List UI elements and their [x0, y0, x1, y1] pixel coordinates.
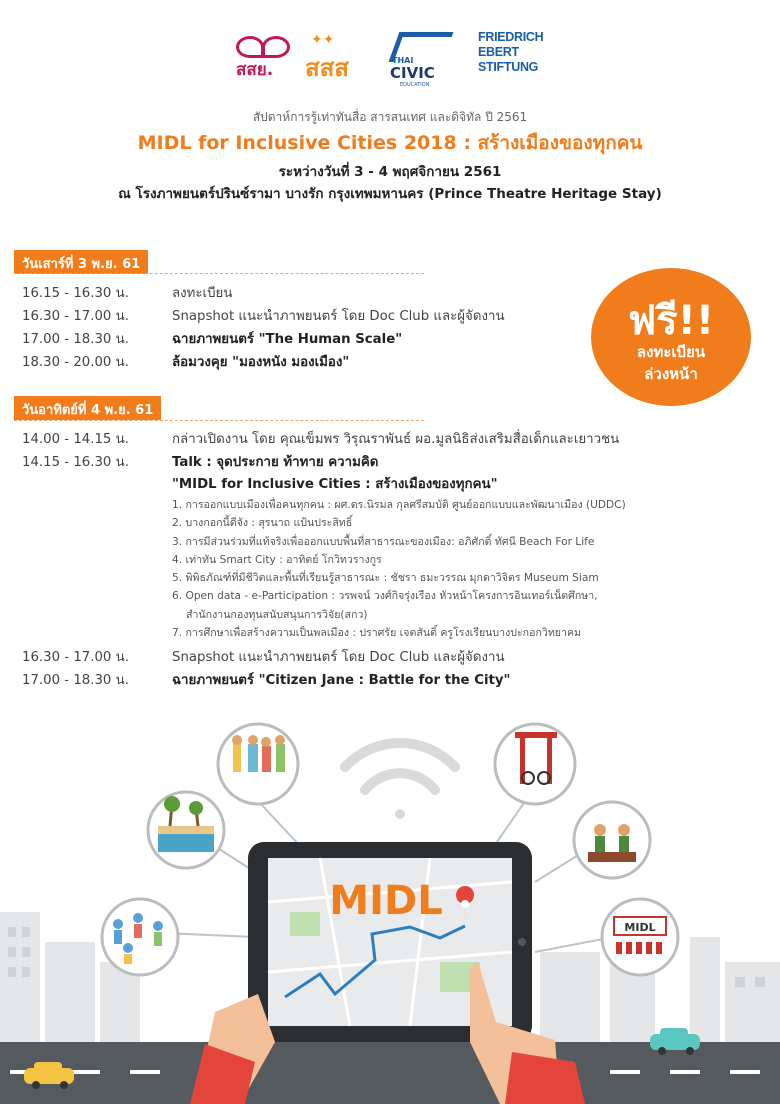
list-item: 5. พิพิธภัณฑ์ที่มีชีวิตและพื้นที่เรียนรู้สาธารณะ : ชัชรา ธมะวรรณ มุกดาวิจิตร Museum Siam — [172, 572, 599, 585]
wifi-icon — [345, 743, 455, 819]
row-time: 14.00 - 14.15 น. — [22, 432, 129, 447]
row-activity: ลงทะเบียน — [172, 286, 233, 301]
thai-civic-logo — [386, 30, 464, 86]
row-activity: Snapshot แนะนำภาพยนตร์ โดย Doc Club และผู้จัดงาน — [172, 650, 505, 665]
talk-speaker-list — [172, 496, 772, 642]
ssy-logo-text: สสย. — [236, 60, 274, 80]
schedule-row — [22, 451, 378, 472]
wing-right-icon — [262, 36, 290, 58]
fes-logo — [478, 30, 568, 86]
list-item: 1. การออกแบบเมืองเพื่อคนทุกคน : ผศ.ดร.นิรมล กุลศรีสมบัติ ศูนย์ออกแบบและพัฒนาเมือง (UDDC) — [172, 499, 626, 511]
midl-sign-text: MIDL — [624, 921, 656, 934]
ssy-logo — [232, 30, 294, 86]
schedule-row — [22, 351, 349, 372]
list-item: 4. เท่าทัน Smart City : อาทิตย์ โกวิทวรางกูร — [172, 553, 382, 566]
tablet-midl-text: MIDL — [329, 878, 443, 924]
sss-logo — [305, 30, 373, 86]
event-dates: ระหว่างวันที่ 3 - 4 พฤศจิกายน 2561 — [278, 164, 502, 180]
midl-sign-circle-icon — [602, 899, 678, 975]
page-title: MIDL for Inclusive Cities 2018 : สร้างเมืองของทุกคน — [137, 132, 643, 154]
day2-divider — [14, 420, 424, 421]
row-activity: ฉายภาพยนตร์ "Citizen Jane : Battle for the City" — [172, 673, 511, 688]
schedule-row — [22, 282, 232, 303]
list-item: 7. การศึกษาเพื่อสร้างความเป็นพลเมือง : ปราศรัย เจตสันติ์ ครูโรงเรียนบางปะกอกวิทยาคม — [172, 627, 582, 640]
schedule-row — [22, 669, 510, 690]
row-activity: กล่าวเปิดงาน โดย คุณเข็มพร วิรุณราพันธ์ ผอ.มูลนิธิส่งเสริมสื่อเด็กและเยาวชน — [172, 432, 620, 447]
badge-line-3: ล่วงหน้า — [644, 365, 698, 383]
civic-top-text: THAI — [392, 56, 414, 65]
wing-left-icon — [236, 36, 264, 58]
row-time: 17.00 - 18.30 น. — [22, 673, 129, 688]
row-time: 17.00 - 18.30 น. — [22, 332, 129, 347]
list-item: 6. Open data - e-Participation : วรพจน์ วงศ์กิจรุ่งเรือง หัวหน้าโครงการอินเทอร์เน็ตศึกษา, — [172, 590, 598, 603]
badge-free-text: ฟรี!! — [627, 298, 715, 344]
row-time: 14.15 - 16.30 น. — [22, 455, 129, 470]
civic-main-text: CIVIC — [390, 64, 435, 82]
sss-logo-text: สสส — [305, 54, 349, 82]
civic-sub-text: EDUCATION — [400, 82, 430, 88]
list-item: สำนักงานกองทุนสนับสนุนการวิจัย(สกว) — [186, 608, 368, 621]
schedule-row — [22, 305, 505, 326]
fes-line-3: STIFTUNG — [478, 60, 539, 74]
city-illustration — [0, 712, 780, 1104]
row-time: 16.30 - 17.00 น. — [22, 309, 129, 324]
schedule-row — [22, 328, 402, 349]
row-activity: ฉายภาพยนตร์ "The Human Scale" — [172, 332, 403, 347]
free-registration-badge — [591, 268, 751, 406]
students-circle-icon — [574, 802, 650, 878]
schedule-row — [22, 646, 505, 667]
badge-line-2: ลงทะเบียน — [636, 343, 706, 361]
schedule-row — [22, 428, 619, 449]
list-item: 2. บางกอกนี้ดีจัง : สุรนาถ แป้นประสิทธิ์ — [172, 517, 353, 530]
fes-line-1: FRIEDRICH — [478, 30, 544, 44]
organizer-line: สัปดาห์การรู้เท่าทันสื่อ สารสนเทศ และดิจิทัล ปี 2561 — [252, 110, 528, 124]
row-activity: Snapshot แนะนำภาพยนตร์ โดย Doc Club และผู้จัดงาน — [172, 309, 505, 324]
row-activity: Talk : จุดประกาย ท้าทาย ความคิด — [172, 455, 379, 470]
row-activity: ล้อมวงคุย "มองหนัง มองเมือง" — [172, 355, 350, 370]
day1-label: วันเสาร์ที่ 3 พ.ย. 61 — [14, 250, 148, 274]
day1-divider — [14, 273, 424, 274]
day2-label: วันอาทิตย์ที่ 4 พ.ย. 61 — [14, 396, 161, 420]
row-time: 16.15 - 16.30 น. — [22, 286, 129, 301]
event-venue: ณ โรงภาพยนตร์ปรินซ์รามา บางรัก กรุงเทพมหานคร (Prince Theatre Heritage Stay) — [118, 186, 662, 202]
talk-title: "MIDL for Inclusive Cities : สร้างเมืองของทุกคน" — [172, 477, 498, 492]
running-figures-icon: ✦✦ — [311, 32, 335, 48]
fes-line-2: EBERT — [478, 45, 519, 59]
list-item: 3. การมีส่วนร่วมที่แท้จริงเพื่อออกแบบพื้นที่สาธารณะของเมือง: อภิศักดิ์ ทัศนี Beach For Life — [172, 535, 595, 548]
row-time: 18.30 - 20.00 น. — [22, 355, 129, 370]
row-time: 16.30 - 17.00 น. — [22, 650, 129, 665]
